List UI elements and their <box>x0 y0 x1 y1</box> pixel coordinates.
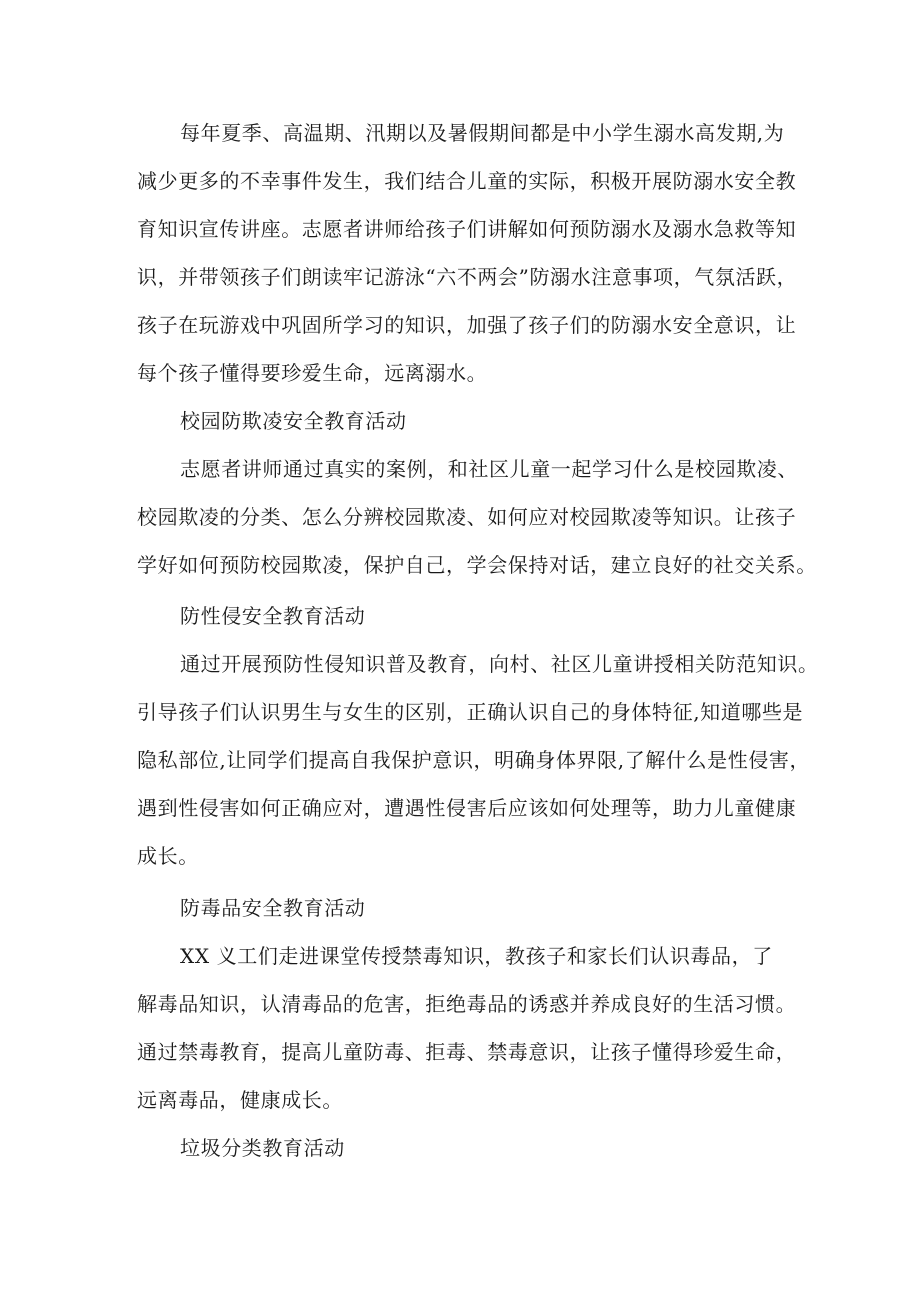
paragraph-drowning-line-4: 识，并带领孩子们朗读牢记游泳“六不两会”防溺水注意事项，气氛活跃， <box>137 265 798 289</box>
paragraph-drug-line-2: 解毒品知识，认清毒品的危害，拒绝毒品的诱惑并养成良好的生活习惯。 <box>137 992 797 1016</box>
heading-anti-abuse: 防性侵安全教育活动 <box>180 604 366 628</box>
paragraph-drug-line-3: 通过禁毒教育，提高儿童防毒、拒毒、禁毒意识，让孩子懂得珍爱生命， <box>137 1040 797 1064</box>
paragraph-bullying-line-2: 校园欺凌的分类、怎么分辨校园欺凌、如何应对校园欺凌等知识。让孩子 <box>137 505 797 529</box>
heading-anti-drug: 防毒品安全教育活动 <box>180 896 366 920</box>
paragraph-bullying-line-3: 学好如何预防校园欺凌，保护自己，学会保持对话，建立良好的社交关系。 <box>137 553 817 577</box>
paragraph-drowning-line-5: 孩子在玩游戏中巩固所学习的知识，加强了孩子们的防溺水安全意识，让 <box>137 313 797 337</box>
paragraph-drowning-line-3: 育知识宣传讲座。志愿者讲师给孩子们讲解如何预防溺水及溺水急救等知 <box>137 217 797 241</box>
paragraph-abuse-line-4: 遇到性侵害如何正确应对，遭遇性侵害后应该如何处理等，助力儿童健康 <box>137 796 797 820</box>
paragraph-drug-line-4: 远离毒品，健康成长。 <box>137 1088 343 1112</box>
paragraph-abuse-line-5: 成长。 <box>137 844 199 868</box>
paragraph-abuse-line-3: 隐私部位,让同学们提高自我保护意识，明确身体界限,了解什么是性侵害， <box>137 748 811 772</box>
paragraph-drowning-line-6: 每个孩子懂得要珍爱生命，远离溺水。 <box>137 361 488 385</box>
paragraph-abuse-line-2: 引导孩子们认识男生与女生的区别，正确认识自己的身体特征,知道哪些是 <box>137 700 804 724</box>
paragraph-abuse-line-1: 通过开展预防性侵知识普及教育，向村、社区儿童讲授相关防范知识。 <box>180 652 819 676</box>
paragraph-drug-line-1: XX 义工们走进课堂传授禁毒知识，教孩子和家长们认识毒品，了 <box>180 944 773 968</box>
paragraph-drowning-line-2: 减少更多的不幸事件发生，我们结合儿童的实际，积极开展防溺水安全教 <box>137 169 797 193</box>
heading-anti-bullying: 校园防欺凌安全教育活动 <box>180 409 407 433</box>
paragraph-bullying-line-1: 志愿者讲师通过真实的案例，和社区儿童一起学习什么是校园欺凌、 <box>180 457 798 481</box>
heading-garbage-sorting: 垃圾分类教育活动 <box>180 1136 345 1160</box>
paragraph-drowning-line-1: 每年夏季、高温期、汛期以及暑假期间都是中小学生溺水高发期,为 <box>180 121 785 145</box>
